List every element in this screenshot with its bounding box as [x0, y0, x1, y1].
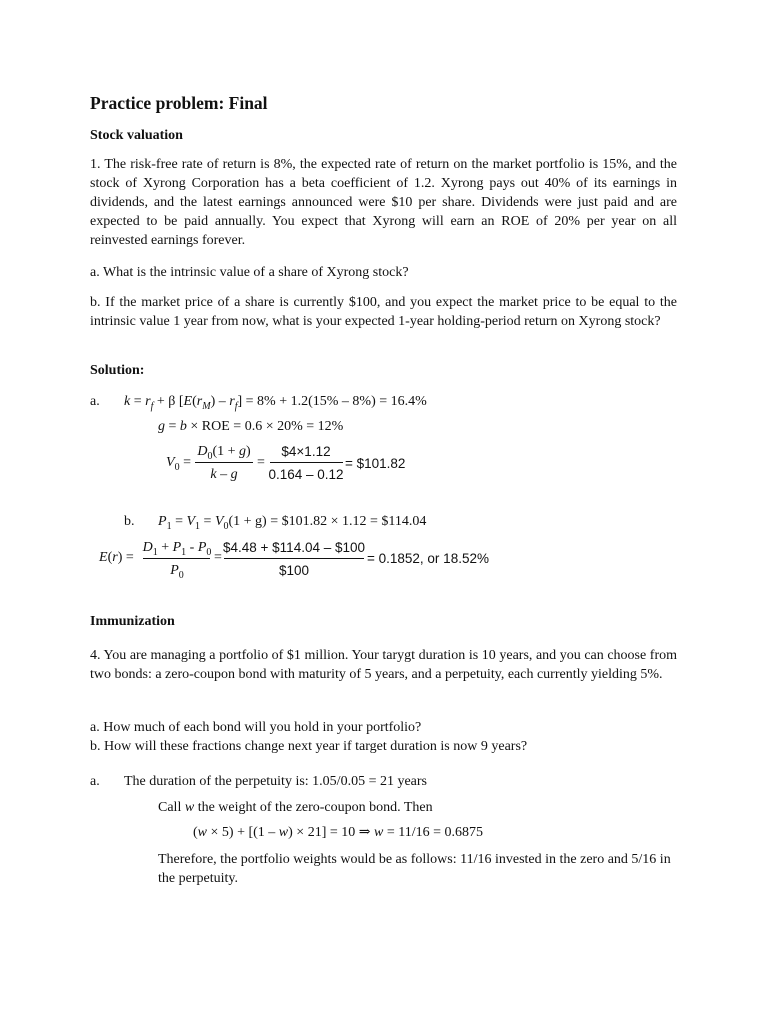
solution-a-label: a. — [90, 394, 100, 409]
weight-definition-line: Call w the weight of the zero-coupon bond. Then — [158, 800, 433, 815]
question-b: b. If the market price of a share is currently $100, and you expect the market price to be equal to the intrinsic value 1 year from now, what is your expected 1-year holding-period return on Xyrong stock? — [90, 295, 677, 329]
solution-b-label: b. — [124, 514, 135, 529]
immunization-a-label: a. — [90, 774, 100, 789]
equation-k: $k = r_f + \beta$ $[E(r_M) - r_f] = 8\% + 1.2(15\% - 8\%) = 16.4\%$ — [124, 394, 427, 412]
question-a: a. What is the intrinsic value of a share of Xyrong stock? — [90, 265, 409, 280]
equation-p1: $P_1 = V_1 = V_0(1 + g)$ = $101.82 × 1.12 = $114.04 — [158, 514, 427, 532]
solution-label: Solution: — [90, 363, 145, 378]
page-title: Practice problem: Final — [90, 93, 268, 113]
question-b-immunization: b. How will these fractions change next year if target duration is now 9 years? — [90, 739, 528, 754]
question-a-immunization: a. How much of each bond will you hold in your portfolio? — [90, 720, 422, 735]
perpetuity-duration-line: The duration of the perpetuity is: 1.05/0.05 = 21 years — [124, 774, 427, 789]
equation-g: g = b × ROE = 0.6 × 20% = 12% — [158, 419, 344, 434]
section-heading-immunization: Immunization — [90, 614, 175, 629]
section-heading-stock-valuation: Stock valuation — [90, 128, 183, 143]
problem-1-text: 1. The risk-free rate of return is 8%, the expected rate of return on the market portfolio is 15%, and the stock of Xyrong Corporation has a beta coefficient of 1.2. Xyrong pays out 40% of its earnings in dividends, and the latest earnings announced were $10 per share. Dividends were just paid and are expected to be paid annually. You expect that Xyrong will earn an ROE of 20% per year on all reinvested earnings forever. — [90, 157, 677, 248]
equation-w: (w × 5) + [(1 – w) × 21] = 10 ⇒ w = 11/16 = 0.6875 — [193, 825, 484, 840]
portfolio-weights-conclusion: Therefore, the portfolio weights would be as follows: 11/16 invested in the zero and 5/16 in the perpetuity. — [158, 852, 671, 886]
problem-4-text: 4. You are managing a portfolio of $1 million. Your tarygt duration is 10 years, and you can choose from two bonds: a zero-coupon bond with maturity of 5 years, and a perpetuity, each currently yielding 5%. — [90, 648, 677, 682]
document-page: Practice problem: Final Stock valuation 1. The risk-free rate of return is 8%, the expected rate of return on the market portfolio is 15%, and the stock of Xyrong Corporation has a beta coefficient of 1.2. Xyrong pays out 40% of its earnings in dividends, and the latest earnings announced were $10 per share. Dividends were just paid and are expected to be paid annually. You expect that Xyrong will earn an ROE of 20% per year on all reinvested earnings forever. a. What is the intrinsic value of a share of Xyrong stock? b. If the market price of a share is currently $100, and you expect the market price to be equal to the intrinsic value 1 year from now, what is your expected 1-year holding-period return on Xyrong stock? Solution: a. $k = r_f + \beta$ $[E(r_M) - r_f] = 8\% + 1.2(15\% - 8\%) = 16.4\%$ g = b × ROE = 0.6 × 20% = 12% $V_0$ = $D_0(1 + g)$ k – g = $4×1.12 0.164 – 0.12 = $101.82 b. $P_1 = V_1 = V_0(1 + g)$ = $101.82 × 1.12 = $114.04 E(r) = $D_1 + P_1 - P_0$ $P_0$ = $4.48 + $114.04 – $100 $100 = 0.1852, or 18.52% Immunization 4. You are managing a portfolio of $1 million. Your tarygt duration is 10 years, and you can choose from two bonds: a zero-coupon bond with maturity of 5 years, and a perpetuity, each currently yielding 5%. a. How much of each bond will you hold in your portfolio? b. How will these fractions change next year if target duration is now 9 years? a. The duration of the perpetuity is: 1.05/0.05 = 21 years Call w the weight of the zero-coupon bond. Then (w × 5) + [(1 – w) × 21] = 10 ⇒ w = 11/16 = 0.6875 Therefore, the portfolio weights would be as follows: 11/16 invested in the zero and 5/16 in the perpetuity. — [0, 0, 768, 1024]
